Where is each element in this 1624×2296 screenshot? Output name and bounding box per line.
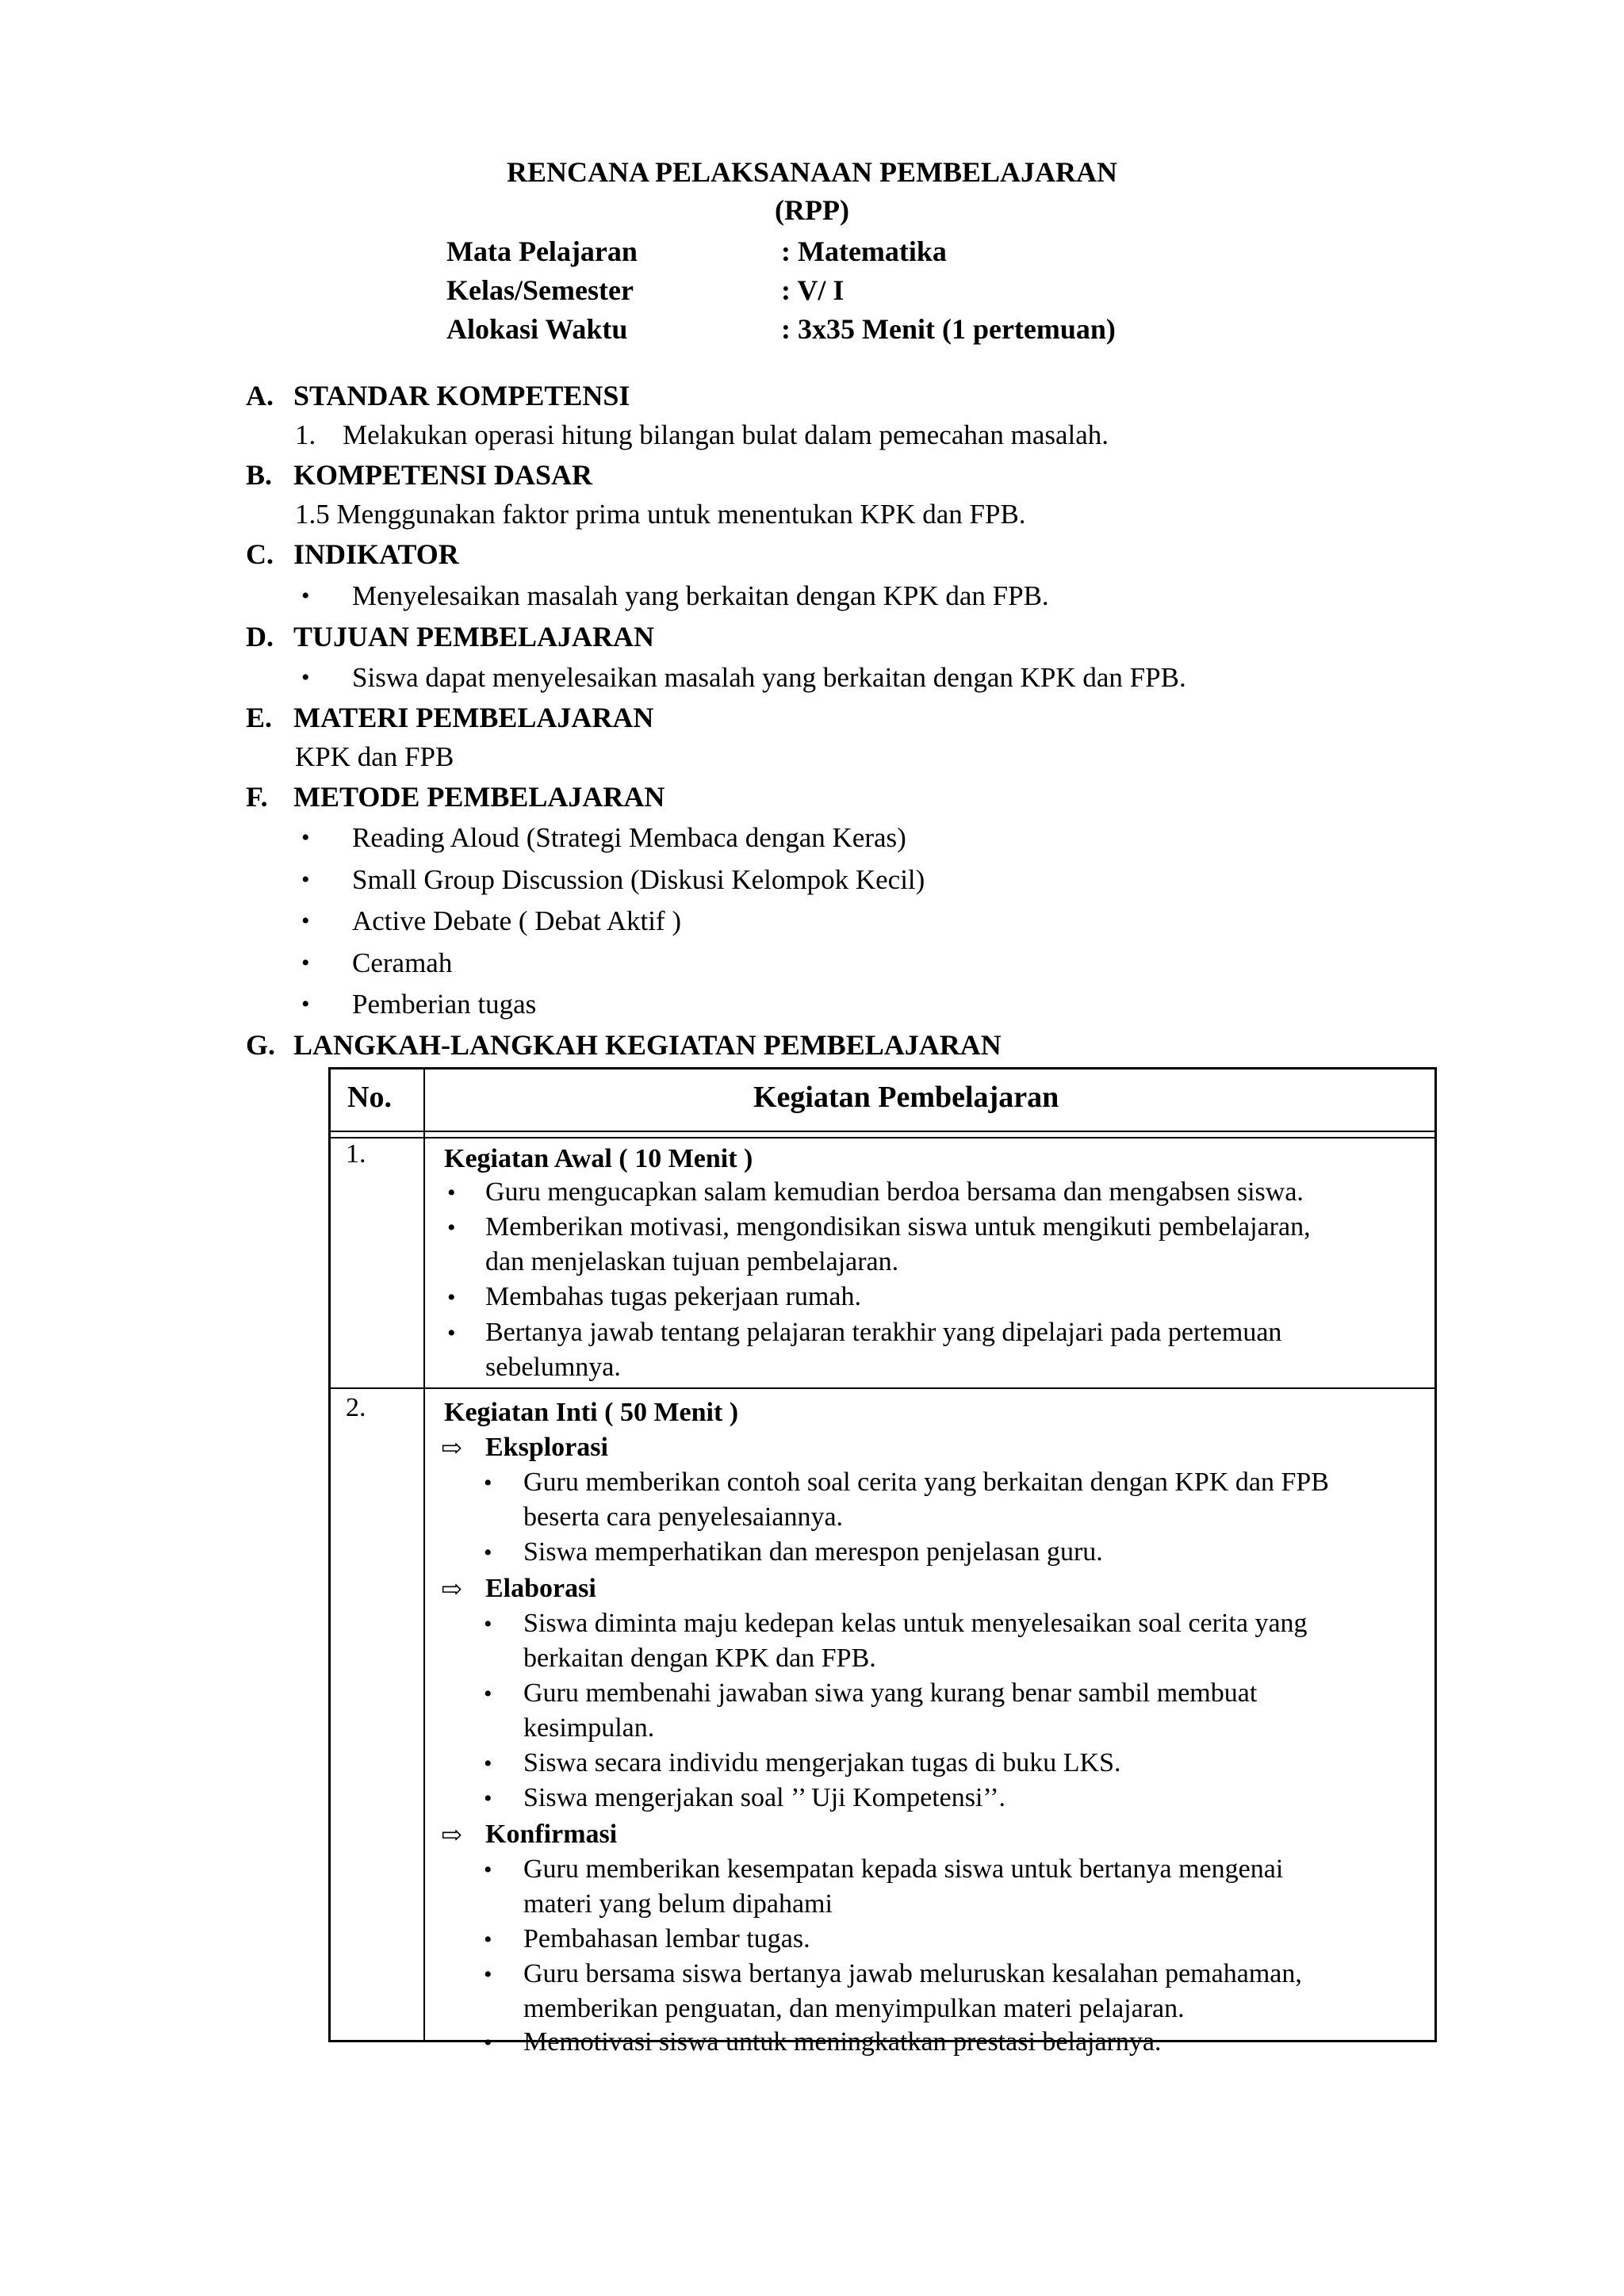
section-g-heading: [246, 1027, 1435, 1063]
method-item: Ceramah: [352, 947, 453, 978]
table-row-divider: [328, 1387, 1437, 1389]
table-border-right: [1434, 1067, 1437, 2042]
bullet-icon: •: [301, 583, 310, 609]
section-title: TUJUAN PEMBELAJARAN: [293, 621, 655, 652]
bullet-icon: •: [484, 1681, 492, 1707]
konfirmasi-line: Memotivasi siswa untuk meningkatkan prestasi belajarnya.: [523, 2027, 1162, 2057]
section-title: MATERI PEMBELAJARAN: [293, 702, 654, 733]
section-a-item: Melakukan operasi hitung bilangan bulat dalam pemecahan masalah.: [343, 419, 1109, 450]
konfirmasi-line: materi yang belum dipahami: [523, 1889, 833, 1919]
bullet-icon: •: [484, 1857, 492, 1883]
bullet-icon: •: [484, 1751, 492, 1777]
method-item: Small Group Discussion (Diskusi Kelompok Kecil): [352, 864, 925, 895]
section-title: METODE PEMBELAJARAN: [293, 781, 665, 813]
table-column-divider: [423, 1067, 425, 2042]
method-item: Pemberian tugas: [352, 989, 537, 1020]
section-a-heading: [246, 377, 1435, 414]
bullet-icon: •: [301, 991, 310, 1017]
section-e-heading: [246, 699, 1435, 736]
elaborasi-line: Siswa diminta maju kedepan kelas untuk menyelesaikan soal cerita yang: [523, 1609, 1308, 1638]
section-c-heading: [246, 536, 1435, 572]
arrow-right-icon: ⇨: [441, 1575, 462, 1603]
bullet-icon: •: [447, 1215, 456, 1241]
elaborasi-title: Elaborasi: [485, 1574, 596, 1603]
meta-label: Mata Pelajaran: [446, 235, 638, 267]
bullet-icon: •: [484, 1927, 492, 1953]
section-letter: F.: [246, 781, 268, 813]
activity-table: [328, 1067, 1437, 2057]
document-subtitle: (RPP): [775, 194, 849, 226]
elaborasi-line: berkaitan dengan KPK dan FPB.: [523, 1644, 876, 1673]
arrow-right-icon: ⇨: [441, 1433, 462, 1462]
section-letter: G.: [246, 1029, 276, 1061]
section-e-item: KPK dan FPB: [295, 741, 454, 772]
section-b-item: 1.5 Menggunakan faktor prima untuk menentukan KPK dan FPB.: [295, 499, 1026, 530]
row1-line: Bertanya jawab tentang pelajaran terakhir yang dipelajari pada pertemuan: [485, 1318, 1282, 1347]
section-d-item: Siswa dapat menyelesaikan masalah yang berkaitan dengan KPK dan FPB.: [352, 662, 1186, 693]
bullet-icon: •: [301, 950, 310, 976]
bullet-icon: •: [484, 1470, 492, 1496]
bullet-icon: •: [484, 1961, 492, 1988]
meta-mata-pelajaran: [446, 233, 1477, 270]
table-header-no: No.: [347, 1081, 392, 1114]
meta-alokasi-waktu: [446, 311, 1477, 347]
bullet-icon: •: [447, 1180, 456, 1206]
row1-number: 1.: [346, 1139, 366, 1169]
table-header-divider: [328, 1131, 1437, 1132]
bullet-icon: •: [484, 2030, 492, 2056]
elaborasi-line: Siswa mengerjakan soal ’’ Uji Kompetensi’’.: [523, 1783, 1006, 1812]
row1-line: dan menjelaskan tujuan pembelajaran.: [485, 1247, 899, 1276]
bullet-icon: •: [447, 1284, 456, 1311]
bullet-icon: •: [301, 908, 310, 934]
row1-title: Kegiatan Awal ( 10 Menit ): [444, 1144, 753, 1173]
section-letter: D.: [246, 621, 274, 652]
eksplorasi-line: Guru memberikan contoh soal cerita yang berkaitan dengan KPK dan FPB: [523, 1468, 1329, 1497]
section-title: LANGKAH-LANGKAH KEGIATAN PEMBELAJARAN: [293, 1029, 1002, 1061]
bullet-icon: •: [484, 1540, 492, 1566]
eksplorasi-line: beserta cara penyelesaiannya.: [523, 1502, 844, 1532]
table-border-top: [328, 1067, 1437, 1070]
row1-line: Membahas tugas pekerjaan rumah.: [485, 1282, 861, 1311]
table-header-kegiatan: Kegiatan Pembelajaran: [753, 1081, 1059, 1114]
section-title: KOMPETENSI DASAR: [293, 459, 593, 491]
method-item: Active Debate ( Debat Aktif ): [352, 905, 681, 936]
bullet-icon: •: [484, 1785, 492, 1812]
section-c-item: Menyelesaikan masalah yang berkaitan dengan KPK dan FPB.: [352, 580, 1049, 611]
meta-value: : 3x35 Menit (1 pertemuan): [781, 313, 1116, 345]
section-d-heading: [246, 618, 1435, 655]
section-title: STANDAR KOMPETENSI: [293, 380, 630, 411]
section-f-heading: [246, 779, 1435, 815]
eksplorasi-title: Eksplorasi: [485, 1433, 608, 1462]
bullet-icon: •: [484, 1611, 492, 1637]
meta-label: Kelas/Semester: [446, 274, 634, 306]
konfirmasi-line: memberikan penguatan, dan menyimpulkan materi pelajaran.: [523, 1994, 1185, 2023]
table-border-left: [328, 1067, 331, 2042]
meta-value: : V/ I: [781, 274, 845, 306]
meta-value: : Matematika: [781, 235, 947, 267]
eksplorasi-line: Siswa memperhatikan dan merespon penjelasan guru.: [523, 1537, 1103, 1567]
document-title: RENCANA PELAKSANAAN PEMBELAJARAN: [506, 156, 1118, 188]
elaborasi-line: Guru membenahi jawaban siwa yang kurang benar sambil membuat: [523, 1678, 1258, 1708]
meta-label: Alokasi Waktu: [446, 313, 628, 345]
row2-title: Kegiatan Inti ( 50 Menit ): [444, 1398, 739, 1427]
bullet-icon: •: [447, 1320, 456, 1346]
section-letter: B.: [246, 459, 273, 491]
konfirmasi-line: Pembahasan lembar tugas.: [523, 1924, 810, 1954]
row2-number: 2.: [346, 1393, 366, 1422]
bullet-icon: •: [301, 825, 310, 851]
section-letter: A.: [246, 380, 274, 411]
meta-kelas-semester: [446, 272, 1477, 308]
konfirmasi-title: Konfirmasi: [485, 1820, 618, 1849]
section-b-heading: [246, 457, 1435, 493]
konfirmasi-line: Guru bersama siswa bertanya jawab meluruskan kesalahan pemahaman,: [523, 1959, 1302, 1988]
section-letter: C.: [246, 538, 274, 570]
method-item: Reading Aloud (Strategi Membaca dengan Keras): [352, 822, 906, 853]
konfirmasi-line: Guru memberikan kesempatan kepada siswa untuk bertanya mengenai: [523, 1854, 1284, 1884]
section-title: INDIKATOR: [293, 538, 459, 570]
row1-line: Guru mengucapkan salam kemudian berdoa bersama dan mengabsen siswa.: [485, 1177, 1304, 1207]
table-header-divider-double: [328, 1137, 1437, 1138]
bullet-icon: •: [301, 867, 310, 893]
elaborasi-line: Siswa secara individu mengerjakan tugas di buku LKS.: [523, 1748, 1121, 1777]
section-a-item-number: 1.: [295, 419, 316, 450]
row1-line: Memberikan motivasi, mengondisikan siswa untuk mengikuti pembelajaran,: [485, 1212, 1311, 1242]
row1-line: sebelumnya.: [485, 1353, 621, 1382]
arrow-right-icon: ⇨: [441, 1820, 462, 1849]
section-letter: E.: [246, 702, 273, 733]
elaborasi-line: kesimpulan.: [523, 1713, 655, 1743]
bullet-icon: •: [301, 664, 310, 691]
